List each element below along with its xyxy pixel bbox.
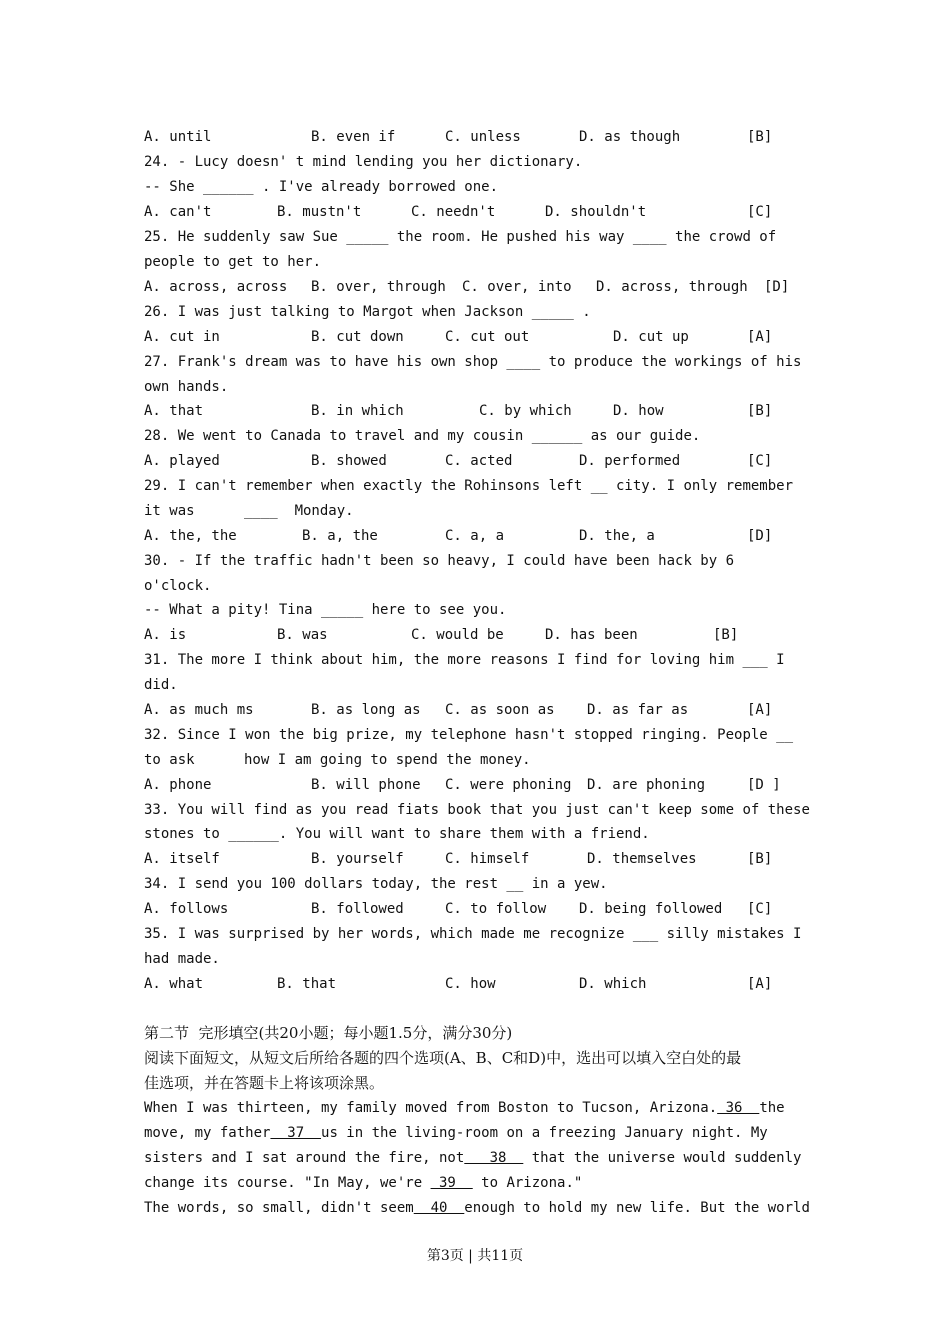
q32-stem-2b: how I am going to spend the money.: [244, 752, 531, 768]
section-instruction-1: 阅读下面短文，从短文后所给各题的四个选项(A、B、C和D)中，选出可以填入空白处的最: [144, 1049, 742, 1067]
q27-options: [144, 400, 773, 422]
q26-option-c: C. cut out: [445, 329, 530, 345]
q29-stem-2b: ____ Monday.: [244, 503, 354, 519]
q31-option-a: A. as much ms: [144, 702, 254, 718]
q27-stem: 27. Frank's dream was to have his own shop ____ to produce the workings of his: [144, 354, 802, 370]
q34-option-a: A. follows: [144, 901, 229, 917]
q28-option-a: A. played: [144, 453, 220, 469]
blank-40: 40: [413, 1200, 465, 1216]
q23-options: [144, 126, 773, 148]
q34-option-d: D. being followed: [579, 901, 723, 917]
q29-option-c: C. a, a: [445, 528, 505, 544]
q28-stem: 28. We went to Canada to travel and my cousin ______ as our guide.: [144, 428, 701, 444]
q33-stem-2: stones to ______. You will want to share them with a friend.: [144, 826, 650, 842]
q33-stem: 33. You will find as you read fiats book that you just can't keep some of these: [144, 802, 810, 818]
passage-text: When I was thirteen, my family moved from Boston to Tucson, Arizona.: [144, 1100, 718, 1116]
q28-option-c: C. acted: [445, 453, 513, 469]
q35-stem: 35. I was surprised by her words, which made me recognize ___ silly mistakes I: [144, 926, 802, 942]
q32-option-c: C. were phoning: [445, 777, 572, 793]
q30-option-b: B. was: [277, 627, 328, 643]
q27-option-b: B. in which: [311, 403, 404, 419]
passage-text: us in the living-room on a freezing January night. My: [321, 1125, 768, 1141]
q32-stem-2a: to ask: [144, 752, 195, 768]
q27-answer: [B]: [747, 403, 773, 419]
q33-option-d: D. themselves: [587, 851, 697, 867]
q27-option-d: D. how: [613, 403, 664, 419]
q25-stem-2: people to get to her.: [144, 254, 322, 270]
q33-option-b: B. yourself: [311, 851, 404, 867]
passage-text: the: [759, 1100, 785, 1116]
q26-option-a: A. cut in: [144, 329, 220, 345]
q30-stem: 30. - If the traffic hadn't been so heavy, I could have been hack by 6: [144, 553, 735, 569]
q33-option-a: A. itself: [144, 851, 220, 867]
q32-answer: [D ]: [747, 777, 781, 793]
q29-stem: 29. I can't remember when exactly the Rohinsons left __ city. I only remember: [144, 478, 794, 494]
q26-stem: 26. I was just talking to Margot when Jackson _____ .: [144, 304, 591, 320]
q23-option-d: D. as though: [579, 129, 681, 145]
blank-38: 38: [464, 1150, 524, 1166]
q35-answer: [A]: [747, 976, 773, 992]
q29-stem-2a: it was: [144, 503, 195, 519]
q34-stem: 34. I send you 100 dollars today, the rest __ in a yew.: [144, 876, 608, 892]
passage-line-2: [144, 1122, 768, 1144]
q33-option-c: C. himself: [445, 851, 530, 867]
passage-text: change its course. "In May, we're: [144, 1175, 431, 1191]
passage-text: move, my father: [144, 1125, 271, 1141]
q24-option-a: A. can't: [144, 204, 212, 220]
q25-stem: 25. He suddenly saw Sue _____ the room. He pushed his way ____ the crowd of: [144, 229, 777, 245]
q35-option-d: D. which: [579, 976, 647, 992]
q34-options: [144, 898, 773, 920]
q32-stem: 32. Since I won the big prize, my telephone hasn't stopped ringing. People __: [144, 727, 794, 743]
q34-option-c: C. to follow: [445, 901, 547, 917]
q29-options: [144, 525, 773, 547]
q29-option-b: B. a, the: [302, 528, 378, 544]
section-instruction-2: 佳选项，并在答题卡上将该项涂黑。: [144, 1074, 385, 1092]
page-footer: 第3页 | 共11页: [426, 1248, 524, 1264]
q24-stem: 24. - Lucy doesn' t mind lending you her dictionary.: [144, 154, 583, 170]
q35-option-b: B. that: [277, 976, 337, 992]
passage-line-5: [144, 1197, 810, 1219]
q33-options: [144, 848, 773, 870]
q32-option-a: A. phone: [144, 777, 212, 793]
passage-text: that the universe would suddenly: [523, 1150, 802, 1166]
section-heading: 第二节 完形填空(共20小题；每小题1.5分，满分30分): [144, 1024, 513, 1042]
q24-answer: [C]: [747, 204, 773, 220]
blank-36: 36: [717, 1100, 760, 1116]
q30-option-a: A. is: [144, 627, 187, 643]
q30-stem-2: o'clock.: [144, 578, 212, 594]
q29-option-a: A. the, the: [144, 528, 237, 544]
q30-options: [144, 624, 739, 646]
q28-options: [144, 450, 773, 472]
q23-option-a: A. until: [144, 129, 212, 145]
q31-answer: [A]: [747, 702, 773, 718]
q32-options: [144, 774, 781, 796]
q24-stem-2: -- She ______ . I've already borrowed one.: [144, 179, 499, 195]
q25-option-d: D. across, through: [596, 279, 748, 295]
passage-text: to Arizona.": [472, 1175, 583, 1191]
q32-option-d: D. are phoning: [587, 777, 706, 793]
passage-text: enough to hold my new life. But the world: [464, 1200, 810, 1216]
passage-line-4: [144, 1172, 582, 1194]
blank-37: 37: [270, 1125, 322, 1141]
q27-stem-2: own hands.: [144, 379, 229, 395]
q27-option-c: C. by which: [479, 403, 572, 419]
q31-stem-2: did.: [144, 677, 178, 693]
q31-option-c: C. as soon as: [445, 702, 555, 718]
passage-line-1: [144, 1097, 785, 1119]
q24-options: [144, 201, 773, 223]
q27-option-a: A. that: [144, 403, 204, 419]
q24-option-d: D. shouldn't: [545, 204, 647, 220]
q23-answer: [B]: [747, 129, 773, 145]
q34-option-b: B. followed: [311, 901, 404, 917]
q25-options: [144, 276, 790, 298]
q34-answer: [C]: [747, 901, 773, 917]
q25-answer: [D]: [764, 279, 790, 295]
q25-option-b: B. over, through: [311, 279, 446, 295]
q32-stem-2: [144, 749, 531, 771]
q35-options: [144, 973, 773, 995]
q32-option-b: B. will phone: [311, 777, 421, 793]
q23-option-c: C. unless: [445, 129, 521, 145]
q26-option-b: B. cut down: [311, 329, 404, 345]
blank-39: 39: [430, 1175, 473, 1191]
q35-stem-2: had made.: [144, 951, 220, 967]
q30-answer: [B]: [713, 627, 739, 643]
q28-option-b: B. showed: [311, 453, 387, 469]
q24-option-c: C. needn't: [411, 204, 496, 220]
q28-option-d: D. performed: [579, 453, 681, 469]
q28-answer: [C]: [747, 453, 773, 469]
q23-option-b: B. even if: [311, 129, 396, 145]
q35-option-a: A. what: [144, 976, 204, 992]
q30-option-c: C. would be: [411, 627, 504, 643]
q31-options: [144, 699, 773, 721]
q25-option-c: C. over, into: [462, 279, 572, 295]
q24-option-b: B. mustn't: [277, 204, 362, 220]
q26-answer: [A]: [747, 329, 773, 345]
q30-stem-3: -- What a pity! Tina _____ here to see you.: [144, 602, 507, 618]
q29-stem-2: [144, 500, 354, 522]
passage-text: sisters and I sat around the fire, not: [144, 1150, 465, 1166]
q25-option-a: A. across, across: [144, 279, 288, 295]
q31-stem: 31. The more I think about him, the more reasons I find for loving him ___ I: [144, 652, 785, 668]
passage-text: The words, so small, didn't seem: [144, 1200, 414, 1216]
q33-answer: [B]: [747, 851, 773, 867]
q31-option-d: D. as far as: [587, 702, 689, 718]
q30-option-d: D. has been: [545, 627, 638, 643]
q29-answer: [D]: [747, 528, 773, 544]
q26-option-d: D. cut up: [613, 329, 689, 345]
passage-line-3: [144, 1147, 801, 1169]
q35-option-c: C. how: [445, 976, 496, 992]
q31-option-b: B. as long as: [311, 702, 421, 718]
q26-options: [144, 326, 773, 348]
q29-option-d: D. the, a: [579, 528, 655, 544]
